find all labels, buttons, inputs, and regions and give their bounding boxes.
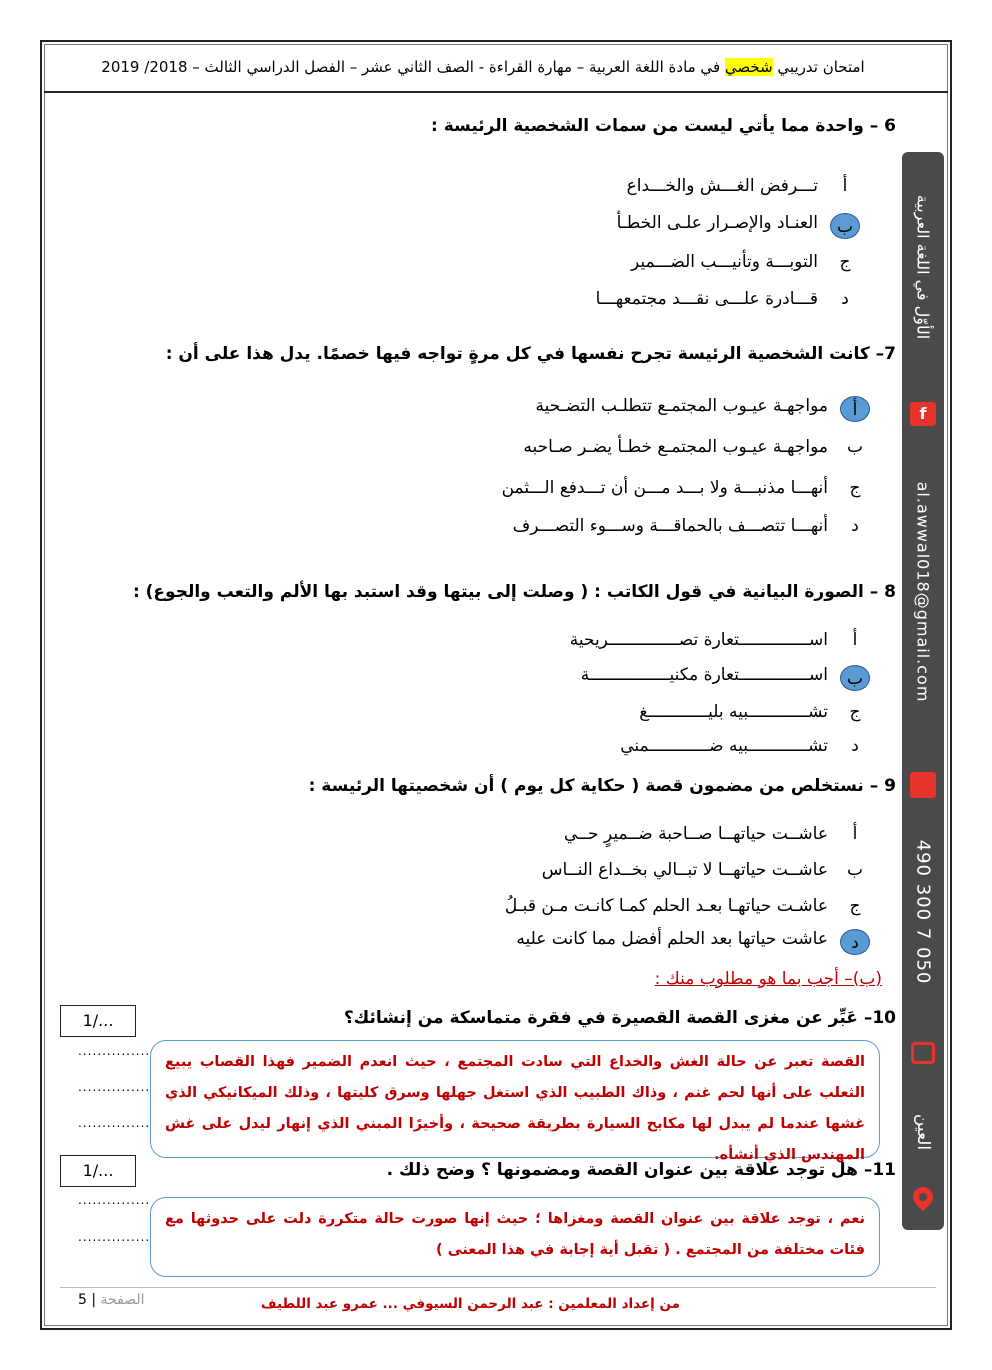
selected-answer-circle: ب (830, 213, 860, 239)
q6-option-d[interactable]: د قـــادرة علـــى نقـــد مجتمعهـــا (595, 289, 849, 309)
page-label: الصفحة (100, 1292, 145, 1308)
q9-option-a[interactable]: أ عاشــت حياتهــا صــاحبة ضــميرٍ حــي (563, 824, 858, 844)
answer-line: ............... (78, 1080, 151, 1094)
q7-option-c[interactable]: ج أنهـــا مذنبـــة ولا بـــد مـــن أن تـــدفع الـــثمن (501, 478, 861, 498)
brand-sidebar (902, 152, 944, 1230)
q9-option-b[interactable]: ب عاشــت حياتهــا لا تبــالي بخــداع النــاس (541, 860, 863, 880)
q9-option-d[interactable]: د عاشت حياتها بعد الحلم أفضل مما كانت عليه (450, 929, 870, 959)
page-number: الصفحة | 5 (78, 1292, 145, 1308)
model-answer-10: القصة تعبر عن حالة الغش والخداع التي سادت المجتمع ، حيث انعدم الضمير فهذا القصاب يبيع الثعلب على أنها لحم غنم ، وذاك الطبيب الذي استغل جهلها وسرق كليتها ، وذلك الميكانيكي الذي غشها عندما لم يبدل لها مكابح السيارة بطريقة صحيحة ، وأخيرًا المبني الذي إنهار ليدل على غش المهندس الذي أنشأه. (150, 1040, 880, 1158)
exam-header (60, 58, 906, 76)
q7-option-b[interactable]: ب مواجهـة عيـوب المجتمـع خطـأ يضـر صـاحبه (523, 437, 863, 457)
answer-line: ............... (78, 1116, 151, 1130)
model-answer-11: نعم ، توجد علاقة بين عنوان القصة ومغزاها ؛ حيث إنها صورت حالة متكررة دلت على حدوثها مع فئات مختلفة من المجتمع . ( تقبل أية إجابة في هذا المعنى ) (150, 1197, 880, 1277)
answer-line: ............... (78, 1230, 151, 1244)
contact-email[interactable]: al.awwal018@gmail.com (913, 481, 933, 703)
header-highlight: شخصي (724, 58, 773, 76)
q8-option-c[interactable]: ج تشــــــــــــبيه بليــــــــــــغ (639, 702, 861, 722)
contact-phone[interactable]: 050 7 300 490 (912, 839, 934, 985)
location-label: العين (913, 1113, 933, 1151)
header-divider (44, 91, 948, 93)
q9-option-c[interactable]: ج عاشـت حياتهـا بعـد الحلم كمـا كانـت مـن قبـلُ (504, 896, 861, 916)
q6-option-a[interactable]: أ تـــرفض الغـــش والخـــداع (626, 176, 848, 196)
question-8: 8 – الصورة البيانية في قول الكاتب : ( وصلت إلى بيتها وقد استبد بها الألم والتعب والجوع) : (132, 582, 896, 602)
q7-option-a[interactable]: أ مواجهـة عيـوب المجتمـع تتطلـب التضـحية (450, 396, 870, 426)
answer-line: ............... (78, 1193, 151, 1207)
answer-line: ............... (78, 1044, 151, 1058)
selected-answer-circle: أ (840, 396, 870, 422)
question-6: 6 – واحدة مما يأتي ليست من سمات الشخصية الرئيسة : (431, 116, 896, 136)
location-pin-icon (909, 1183, 937, 1211)
question-10: 10– عَبِّر عن مغزى القصة القصيرة في فقرة متماسكة من إنشائك؟ (343, 1008, 896, 1028)
brand-name: الأوّل في اللغة العربية (913, 194, 933, 340)
score-box-11[interactable]: 1/... (60, 1155, 136, 1187)
selected-answer-circle: ب (840, 665, 870, 691)
page-number-value: 5 (78, 1292, 87, 1308)
question-9: 9 – نستخلص من مضمون قصة ( حكاية كل يوم ) أن شخصيتها الرئيسة : (308, 776, 896, 796)
q8-option-a[interactable]: أ اســــــــــــــتعارة تصــــــــــــــريحية (569, 630, 858, 650)
q6-option-c[interactable]: ج التوبـــة وتأنيـــب الضـــمير (631, 252, 851, 272)
section-b-heading: (ب)– أجب بما هو مطلوب منك : (654, 969, 882, 989)
mail-icon (910, 772, 936, 798)
footer-divider (60, 1287, 936, 1288)
selected-answer-circle: د (840, 929, 870, 955)
q7-option-d[interactable]: د أنهـــا تتصـــف بالحماقـــة وســـوء التصـــرف (512, 516, 859, 536)
q8-option-b[interactable]: ب اســــــــــــــتعارة مكنيــــــــــــــــة (450, 665, 870, 695)
question-7: 7– كانت الشخصية الرئيسة تجرح نفسها في كل مرةٍ تواجه فيها خصمًا. يدل هذا على أن : (165, 344, 896, 364)
phone-icon (911, 1042, 935, 1064)
facebook-icon[interactable]: f (910, 402, 936, 426)
question-11: 11– هل توجد علاقة بين عنوان القصة ومضمونها ؟ وضح ذلك . (386, 1160, 896, 1180)
q8-option-d[interactable]: د تشــــــــــــبيه ضــــــــــــمني (620, 736, 859, 756)
q6-option-b[interactable]: ب العنـاد والإصـرار علـى الخطـأ (560, 213, 860, 243)
authors-credit: من إعداد المعلمين : عبد الرحمن السيوفي ... عمرو عبد اللطيف (260, 1296, 680, 1312)
header-post: في مادة اللغة العربية – مهارة القراءة - الصف الثاني عشر – الفصل الدراسي الثالث – 2018/ 2019 (101, 58, 725, 76)
header-pre: امتحان تدريبي (772, 58, 865, 76)
score-box-10[interactable]: 1/... (60, 1005, 136, 1037)
